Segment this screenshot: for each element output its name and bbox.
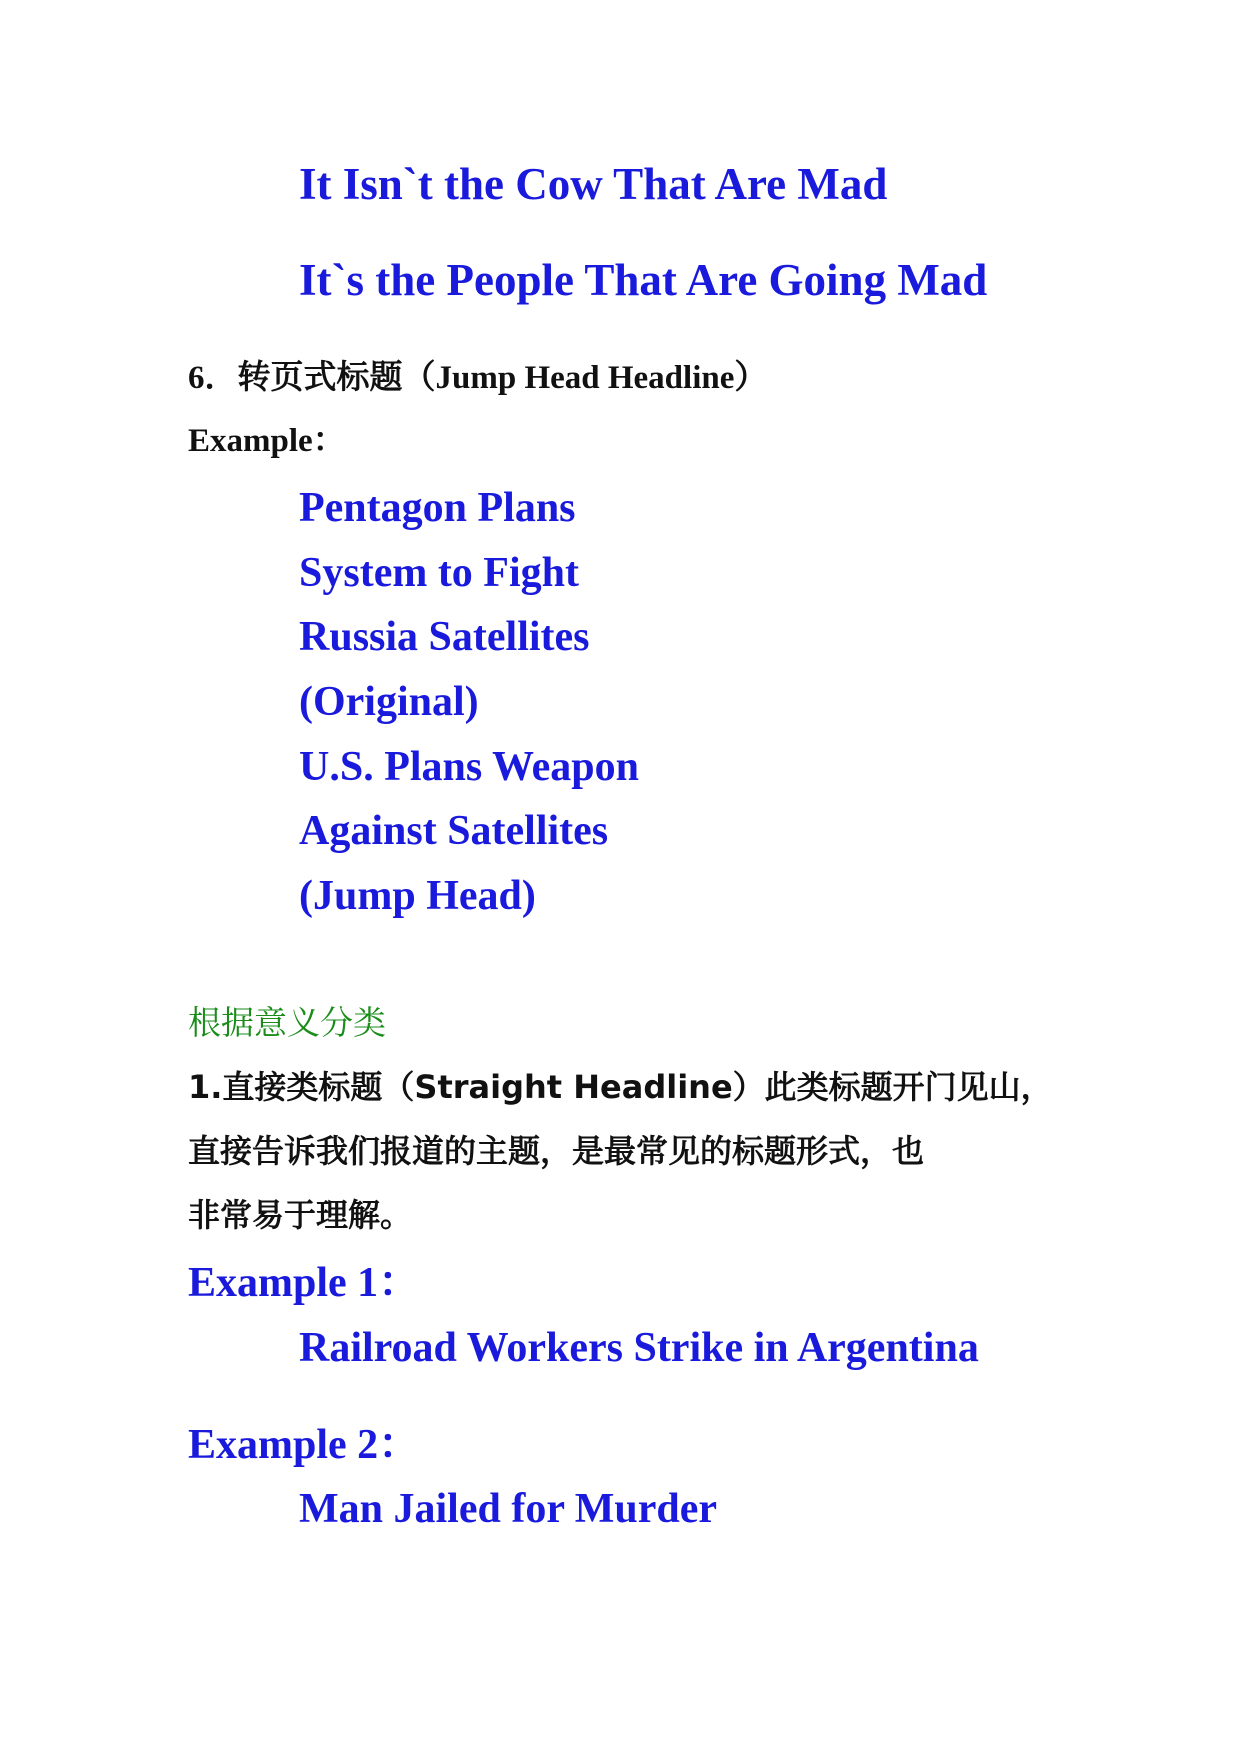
section-6-heading: 6．转页式标题（Jump Head Headline） bbox=[188, 360, 768, 396]
headline-line-1: It Isn`t the Cow That Are Mad bbox=[299, 159, 888, 209]
jump-example-line: Against Satellites bbox=[299, 808, 609, 854]
example-2-headline: Man Jailed for Murder bbox=[299, 1486, 717, 1532]
jump-example-line: Pentagon Plans bbox=[299, 485, 576, 531]
example-label: Example： bbox=[188, 423, 346, 459]
jump-example-line: System to Fight bbox=[299, 550, 579, 596]
example-1-label: Example 1： bbox=[188, 1260, 421, 1306]
paragraph-line: 直接告诉我们报道的主题，是最常见的标题形式，也 bbox=[188, 1132, 925, 1170]
paragraph-line: 非常易于理解。 bbox=[188, 1196, 413, 1234]
meaning-section-title: 根据意义分类 bbox=[188, 1003, 386, 1042]
example-1-headline: Railroad Workers Strike in Argentina bbox=[299, 1325, 979, 1371]
jump-example-line: (Original) bbox=[299, 679, 479, 725]
jump-example-line: (Jump Head) bbox=[299, 873, 536, 919]
jump-example-line: U.S. Plans Weapon bbox=[299, 744, 639, 790]
paragraph-line: 1.直接类标题（Straight Headline）此类标题开门见山， bbox=[188, 1068, 1053, 1106]
example-2-label: Example 2： bbox=[188, 1422, 421, 1468]
headline-line-2: It`s the People That Are Going Mad bbox=[299, 255, 988, 305]
jump-example-line: Russia Satellites bbox=[299, 614, 590, 660]
